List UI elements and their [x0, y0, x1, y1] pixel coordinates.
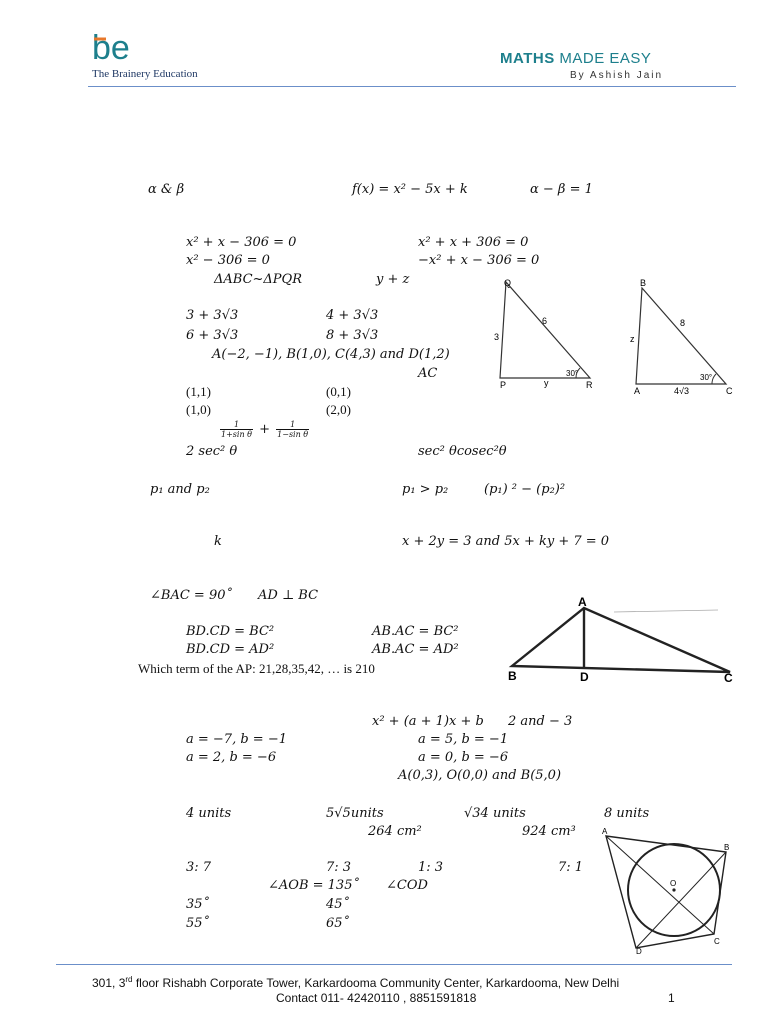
- address-post: floor Rishabh Corporate Tower, Karkardooma Community Center, Karkardooma, New Delhi: [132, 976, 620, 990]
- q13-option-d: 7: 1: [558, 860, 584, 875]
- quadrilateral-circle-figure: [596, 824, 738, 954]
- q3-option-a: 3 + 3√3: [186, 308, 239, 323]
- label-b-q14: B: [724, 843, 730, 852]
- q2-option-a: x² + x − 306 = 0: [186, 235, 297, 250]
- q1-condition: α − β = 1: [530, 182, 593, 197]
- q14-option-a: 35˚: [186, 897, 210, 912]
- label-c-q14: C: [714, 937, 720, 946]
- q5-expression: [218, 420, 311, 439]
- label-c-q8: C: [724, 671, 733, 684]
- q8-option-d: AB.AC = AD²: [372, 642, 459, 657]
- label-a: A: [634, 386, 641, 396]
- q2-option-d: −x² + x − 306 = 0: [418, 253, 540, 268]
- q14-angle-cod: ∠COD: [386, 878, 428, 893]
- q8-option-c: BD.CD = AD²: [186, 642, 275, 657]
- q6-expression: (p₁) ² − (p₂)²: [484, 482, 566, 497]
- q6-probabilities: p₁ and p₂: [150, 482, 210, 497]
- right-triangle-figure: [504, 592, 744, 684]
- q5-fraction-2: [276, 420, 309, 439]
- q8-angle: ∠BAC = 90˚: [150, 588, 232, 603]
- q8-figure: [504, 592, 744, 684]
- label-d-q8: D: [580, 670, 589, 684]
- label-angle-r: 30°: [566, 369, 579, 378]
- triangle-abc-q8: [512, 608, 730, 672]
- label-side-pq: 3: [494, 332, 500, 342]
- q11-option-d: 8 units: [604, 806, 650, 821]
- q1-polynomial: f(x) = x² − 5x + k: [352, 182, 468, 197]
- q7-variable: k: [214, 534, 222, 549]
- q13-option-c: 1: 3: [418, 860, 444, 875]
- brand-title: [500, 50, 651, 67]
- q13-option-a: 3: 7: [186, 860, 212, 875]
- q14-figure: [596, 824, 738, 954]
- q10-option-b: a = 5, b = −1: [418, 732, 509, 747]
- q4-option-c: (1,0): [186, 402, 211, 417]
- q9-question: Which term of the AP: 21,28,35,42, … is 210: [138, 661, 375, 676]
- label-a-q8: A: [578, 595, 587, 609]
- label-p: P: [500, 380, 507, 390]
- label-q: Q: [504, 278, 512, 288]
- logo-letters: be: [92, 30, 130, 64]
- q4-option-b: (0,1): [326, 384, 351, 399]
- label-c: C: [726, 386, 733, 396]
- q8-option-a: BD.CD = BC²: [186, 624, 275, 639]
- label-d-q14: D: [636, 947, 642, 954]
- triangles-figure: [490, 276, 740, 400]
- q1-roots: α & β: [148, 182, 185, 197]
- q4-option-a: (1,1): [186, 384, 211, 399]
- q4-label: AC: [418, 366, 438, 381]
- label-angle-c: 30°: [700, 373, 713, 382]
- q14-option-c: 55˚: [186, 916, 210, 931]
- q3-ask: y + z: [376, 272, 410, 287]
- q10-polynomial: x² + (a + 1)x + b: [372, 714, 484, 729]
- q14-angle-aob: ∠AOB = 135˚: [268, 878, 359, 893]
- label-side-qr: 6: [542, 316, 548, 326]
- address-pre: 301, 3: [92, 976, 126, 990]
- q5-frac1-den: 1+sin θ: [221, 430, 252, 439]
- label-b: B: [640, 278, 647, 288]
- q11-option-b: 5√5units: [326, 806, 384, 821]
- angle-arc-c: [712, 374, 716, 384]
- q3-option-c: 6 + 3√3: [186, 328, 239, 343]
- logo-mark-icon: [92, 30, 152, 64]
- label-side-pr: y: [544, 378, 549, 388]
- q14-option-d: 65˚: [326, 916, 350, 931]
- footer-rule: [56, 964, 732, 965]
- label-side-ac: 4√3: [674, 386, 689, 396]
- page-number: 1: [668, 991, 675, 1005]
- q2-option-c: x² − 306 = 0: [186, 253, 270, 268]
- label-o-q14: O: [670, 879, 677, 888]
- q5-option-a: 2 sec² θ: [186, 444, 238, 459]
- q14-option-b: 45˚: [326, 897, 350, 912]
- q13-option-b: 7: 3: [326, 860, 352, 875]
- q8-option-b: AB.AC = BC²: [372, 624, 459, 639]
- q6-condition: p₁ > p₂: [402, 482, 449, 497]
- q5-option-b: sec² θcosec²θ: [418, 444, 507, 459]
- header-rule: [88, 86, 736, 87]
- address-sup: rd: [125, 975, 133, 984]
- q3-figures: [490, 276, 740, 400]
- q11-option-a: 4 units: [186, 806, 232, 821]
- footer-contact: Contact 011- 42420110 , 8851591818: [276, 991, 477, 1005]
- triangle-abc: [636, 288, 726, 384]
- center-point: [672, 888, 675, 891]
- label-b-q8: B: [508, 669, 517, 683]
- q7-equations: x + 2y = 3 and 5x + ky + 7 = 0: [402, 534, 610, 549]
- q4-option-d: (2,0): [326, 402, 351, 417]
- footer-address: [92, 975, 619, 990]
- q5-frac1-num: 1: [220, 420, 253, 430]
- brand-byline: By Ashish Jain: [570, 70, 664, 81]
- q3-option-d: 8 + 3√3: [326, 328, 379, 343]
- label-a-q14: A: [602, 827, 608, 836]
- org-name: The Brainery Education: [92, 68, 198, 80]
- label-r: R: [586, 380, 593, 390]
- q10-option-d: a = 0, b = −6: [418, 750, 509, 765]
- q10-zeroes: 2 and − 3: [508, 714, 573, 729]
- q5-frac2-den: 1−sin θ: [277, 430, 309, 439]
- label-side-bc: 8: [680, 318, 686, 328]
- logo: [92, 30, 152, 64]
- brand-rest: MADE EASY: [559, 50, 652, 67]
- q2-option-b: x² + x + 306 = 0: [418, 235, 529, 250]
- faint-line: [614, 610, 718, 612]
- q8-perpendicular: AD ⊥ BC: [258, 588, 319, 603]
- triangle-pqr: [500, 282, 590, 378]
- q10-option-a: a = −7, b = −1: [186, 732, 287, 747]
- q5-plus: +: [259, 422, 271, 437]
- label-side-ab: z: [630, 334, 635, 344]
- q11-option-c: √34 units: [464, 806, 526, 821]
- q11-points: A(0,3), O(0,0) and B(5,0): [398, 768, 562, 783]
- brand-bold: MATHS: [500, 50, 555, 67]
- q3-similarity: ΔABC~ΔPQR: [214, 272, 302, 287]
- q3-option-b: 4 + 3√3: [326, 308, 379, 323]
- q12-option-a: 264 cm²: [368, 824, 422, 839]
- q5-fraction-1: [220, 420, 253, 439]
- q12-option-b: 924 cm³: [522, 824, 576, 839]
- q5-frac2-num: 1: [276, 420, 309, 430]
- q4-points: A(−2, −1), B(1,0), C(4,3) and D(1,2): [212, 347, 450, 362]
- q10-option-c: a = 2, b = −6: [186, 750, 277, 765]
